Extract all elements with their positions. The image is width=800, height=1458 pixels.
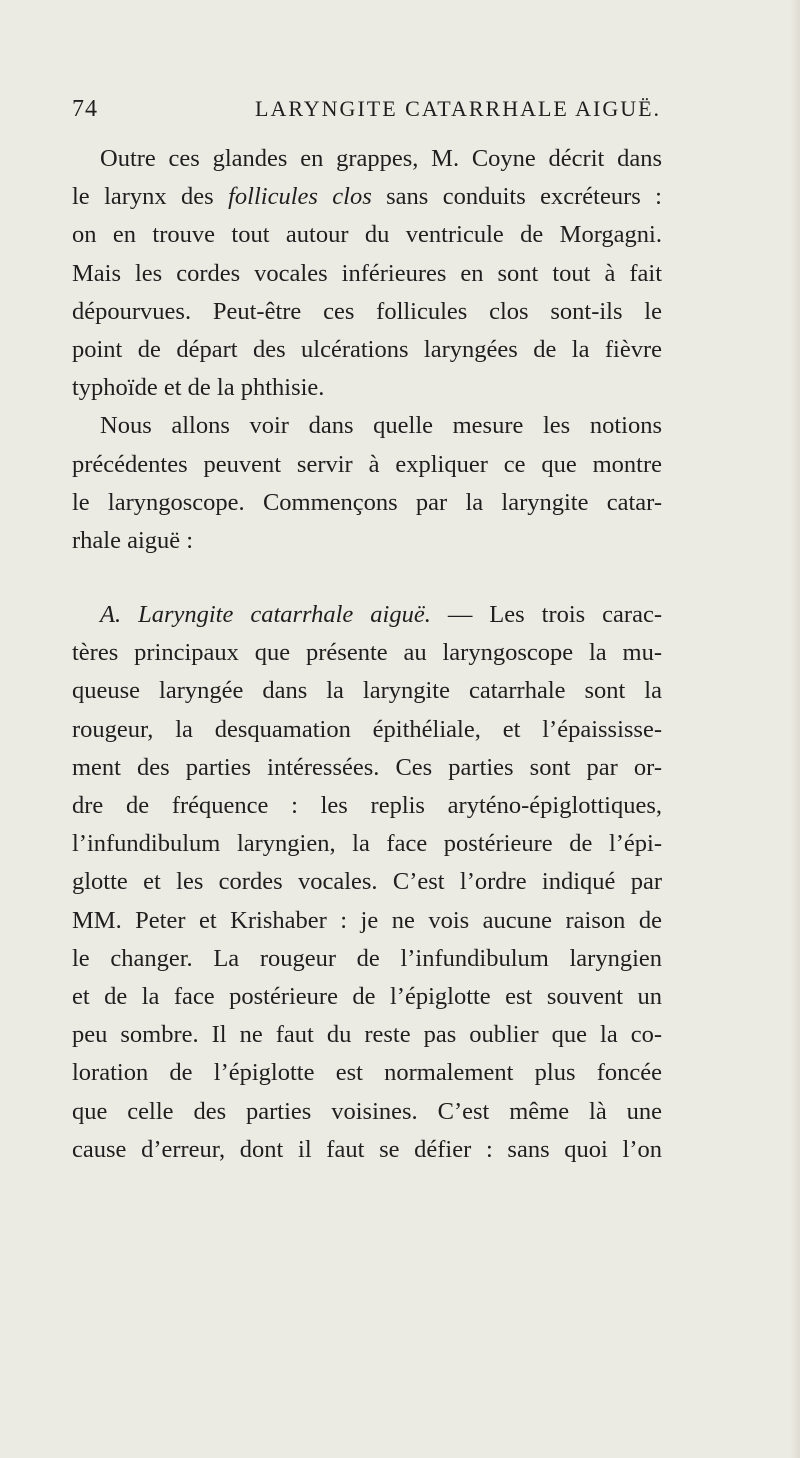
text-line: on en trouve tout autour du ventricule de Morgagni. xyxy=(72,221,662,249)
text-line: rougeur, la desquamation épithéliale, et l’épaississe- xyxy=(72,715,662,743)
text-line: rhale aiguë : xyxy=(72,526,194,554)
running-head xyxy=(72,96,732,136)
text-line xyxy=(72,178,662,216)
section-heading: A. Laryngite catarrhale aiguë. xyxy=(100,601,431,629)
text-run: — Les trois carac- xyxy=(430,601,662,629)
running-title: LARYNGITE CATARRHALE AIGUË. xyxy=(255,96,662,121)
text-line: précédentes peuvent servir à expliquer ce que montre xyxy=(72,450,662,478)
text-line: l’infundibulum laryngien, la face postérieure de l’épi- xyxy=(72,830,662,858)
text-line: Outre ces glandes en grappes, M. Coyne décrit dans xyxy=(100,145,662,172)
text-line: que celle des parties voisines. C’est même là une xyxy=(72,1097,662,1125)
text-line: typhoïde et de la phthisie. xyxy=(72,374,325,402)
text-line: tères principaux que présente au laryngoscope la mu- xyxy=(72,639,662,667)
italic-term: follicules clos xyxy=(228,183,372,211)
paragraph-gap xyxy=(72,560,662,596)
text-line: ment des parties intéressées. Ces parties sont par or- xyxy=(72,753,662,781)
text-line: MM. Peter et Krishaber : je ne vois aucune raison de xyxy=(72,906,662,934)
text-line: le laryngoscope. Commençons par la laryngite catar- xyxy=(72,488,662,516)
text-line: le changer. La rougeur de l’infundibulum laryngien xyxy=(72,944,662,972)
text-line: point de départ des ulcérations laryngées de la fièvre xyxy=(72,335,662,363)
text-line: peu sombre. Il ne faut du reste pas oublier que la co- xyxy=(72,1021,662,1049)
text-line: loration de l’épiglotte est normalement plus foncée xyxy=(72,1059,662,1087)
text-line: cause d’erreur, dont il faut se défier : sans quoi l’on xyxy=(72,1135,662,1163)
text-line: dépourvues. Peut-être ces follicules clos sont-ils le xyxy=(72,297,662,325)
page-edge xyxy=(790,0,800,1458)
text-run: sans conduits excréteurs : xyxy=(371,183,662,211)
text-line: queuse laryngée dans la laryngite catarrhale sont la xyxy=(72,677,662,705)
body-text xyxy=(72,140,662,1169)
text-line: Mais les cordes vocales inférieures en sont tout à fait xyxy=(72,259,662,287)
text-run: le larynx des xyxy=(72,183,229,211)
text-line: et de la face postérieure de l’épiglotte est souvent un xyxy=(72,982,662,1010)
section-heading-line xyxy=(72,596,662,634)
text-line: glotte et les cordes vocales. C’est l’ordre indiqué par xyxy=(72,868,662,896)
text-line: dre de fréquence : les replis aryténo-épiglottiques, xyxy=(72,792,662,819)
page-number: 74 xyxy=(72,96,98,122)
text-line: Nous allons voir dans quelle mesure les notions xyxy=(100,412,662,440)
